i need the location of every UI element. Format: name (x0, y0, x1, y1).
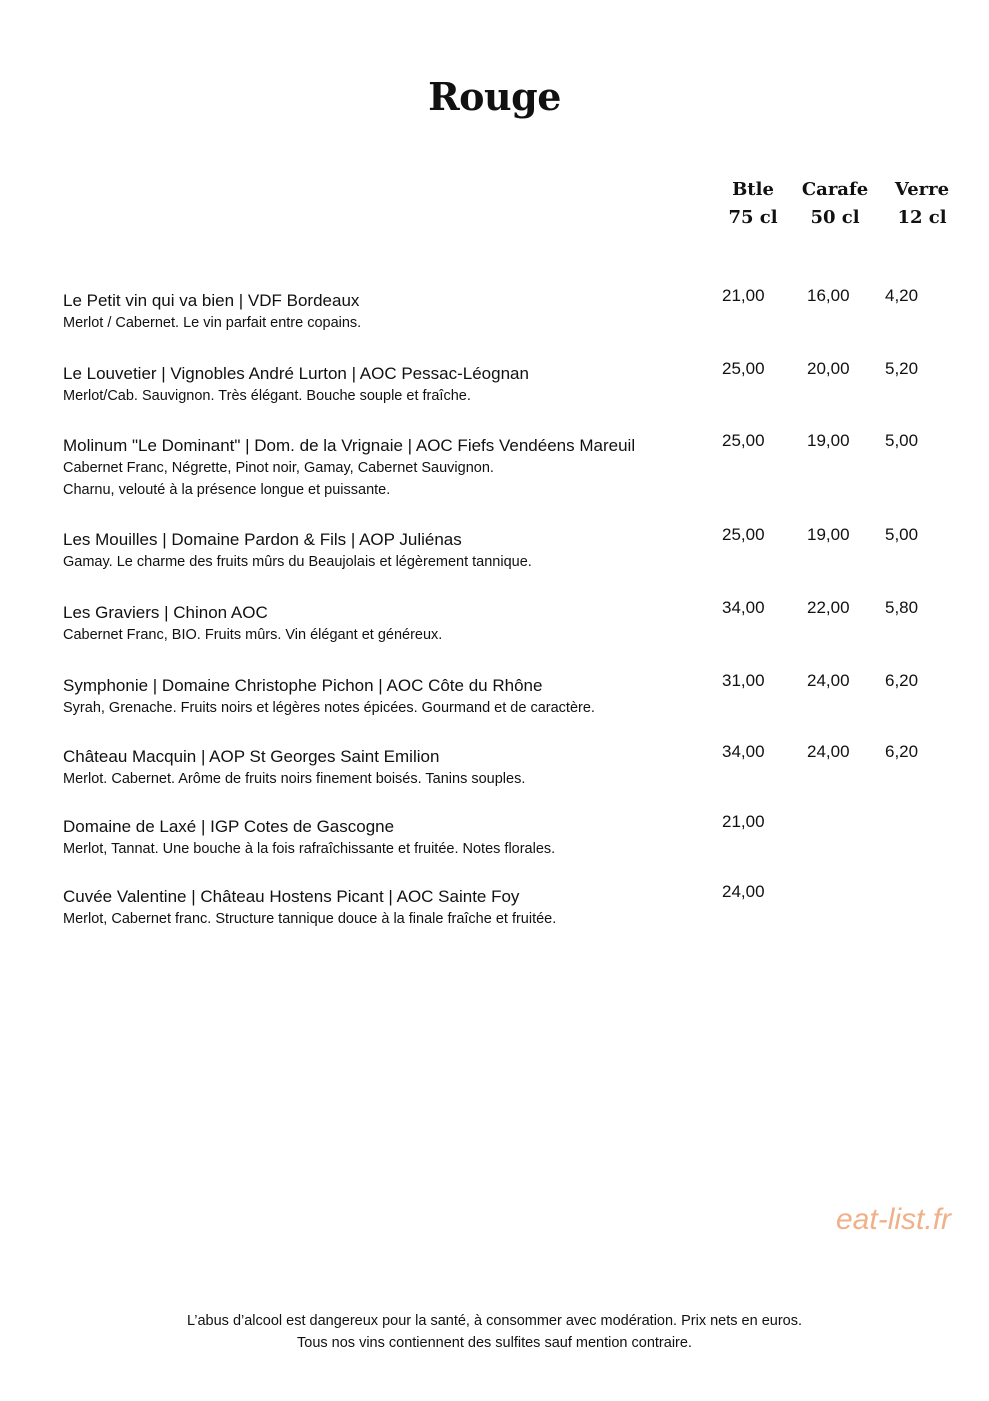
wine-description: Gamay. Le charme des fruits mûrs du Beaujolais et légèrement tannique. (63, 554, 532, 570)
wine-name: Molinum "Le Dominant" | Dom. de la Vrignaie | AOC Fiefs Vendéens Mareuil (63, 436, 636, 455)
price-glass: 4,20 (885, 286, 919, 305)
price-glass: 5,80 (885, 598, 919, 617)
wine-item (63, 431, 963, 501)
wine-item (63, 286, 963, 334)
wine-item (63, 359, 963, 407)
wine-description: Cabernet Franc, BIO. Fruits mûrs. Vin élégant et généreux. (63, 627, 443, 643)
footer-notice (0, 1310, 989, 1354)
wine-name: Cuvée Valentine | Château Hostens Picant | AOC Sainte Foy (63, 887, 520, 906)
column-header-bottle-label: Btle (732, 179, 774, 200)
column-header-bottle (713, 176, 793, 232)
price-glass: 6,20 (885, 742, 919, 761)
wine-name: Les Graviers | Chinon AOC (63, 603, 268, 622)
price-bottle: 34,00 (722, 598, 765, 617)
wine-item (63, 742, 963, 790)
price-bottle: 25,00 (722, 431, 765, 450)
wine-description: Merlot. Cabernet. Arôme de fruits noirs finement boisés. Tanins souples. (63, 771, 526, 787)
column-header-glass-volume: 12 cl (897, 207, 947, 228)
price-carafe: 19,00 (807, 431, 850, 450)
page-title: Rouge (428, 74, 561, 119)
wine-description-line-2: Charnu, velouté à la présence longue et puissante. (63, 482, 391, 498)
price-carafe: 24,00 (807, 671, 850, 690)
column-header-glass (882, 176, 962, 232)
wine-description: Merlot, Tannat. Une bouche à la fois rafraîchissante et fruitée. Notes florales. (63, 841, 556, 857)
price-glass: 6,20 (885, 671, 919, 690)
footer-line-1: L’abus d’alcool est dangereux pour la santé, à consommer avec modération. Prix nets en euros. (187, 1313, 802, 1329)
price-glass: 5,00 (885, 431, 919, 450)
price-carafe: 24,00 (807, 742, 850, 761)
price-carafe: 20,00 (807, 359, 850, 378)
price-carafe: 19,00 (807, 525, 850, 544)
watermark: eat-list.fr (836, 1203, 952, 1236)
price-carafe: 22,00 (807, 598, 850, 617)
price-bottle: 34,00 (722, 742, 765, 761)
price-carafe: 16,00 (807, 286, 850, 305)
price-bottle: 25,00 (722, 525, 765, 544)
price-bottle: 21,00 (722, 812, 765, 831)
price-bottle: 24,00 (722, 882, 765, 901)
footer-line-2: Tous nos vins contiennent des sulfites sauf mention contraire. (297, 1335, 692, 1351)
wine-description: Merlot/Cab. Sauvignon. Très élégant. Bouche souple et fraîche. (63, 388, 471, 404)
wine-name: Château Macquin | AOP St Georges Saint Emilion (63, 747, 440, 766)
wine-description: Merlot / Cabernet. Le vin parfait entre copains. (63, 315, 362, 331)
wine-description: Syrah, Grenache. Fruits noirs et légères notes épicées. Gourmand et de caractère. (63, 700, 595, 716)
column-header-carafe (795, 176, 875, 232)
wine-item (63, 812, 963, 860)
wine-item (63, 671, 963, 719)
price-glass: 5,20 (885, 359, 919, 378)
wine-name: Les Mouilles | Domaine Pardon & Fils | AOP Juliénas (63, 530, 462, 549)
column-header-carafe-label: Carafe (801, 179, 869, 200)
column-header-carafe-volume: 50 cl (810, 207, 860, 228)
wine-description: Merlot, Cabernet franc. Structure tannique douce à la finale fraîche et fruitée. (63, 911, 557, 927)
column-header-bottle-volume: 75 cl (728, 207, 778, 228)
wine-name: Symphonie | Domaine Christophe Pichon | AOC Côte du Rhône (63, 676, 543, 695)
price-bottle: 21,00 (722, 286, 765, 305)
wine-item (63, 882, 963, 930)
column-header-glass-label: Verre (894, 179, 950, 200)
wine-name: Le Louvetier | Vignobles André Lurton | AOC Pessac-Léognan (63, 364, 529, 383)
price-bottle: 25,00 (722, 359, 765, 378)
wine-item (63, 598, 963, 646)
wine-description: Cabernet Franc, Négrette, Pinot noir, Gamay, Cabernet Sauvignon. (63, 460, 494, 476)
price-glass: 5,00 (885, 525, 919, 544)
wine-name: Le Petit vin qui va bien | VDF Bordeaux (63, 291, 360, 310)
wine-item (63, 525, 963, 573)
wine-name: Domaine de Laxé | IGP Cotes de Gascogne (63, 817, 395, 836)
price-bottle: 31,00 (722, 671, 765, 690)
